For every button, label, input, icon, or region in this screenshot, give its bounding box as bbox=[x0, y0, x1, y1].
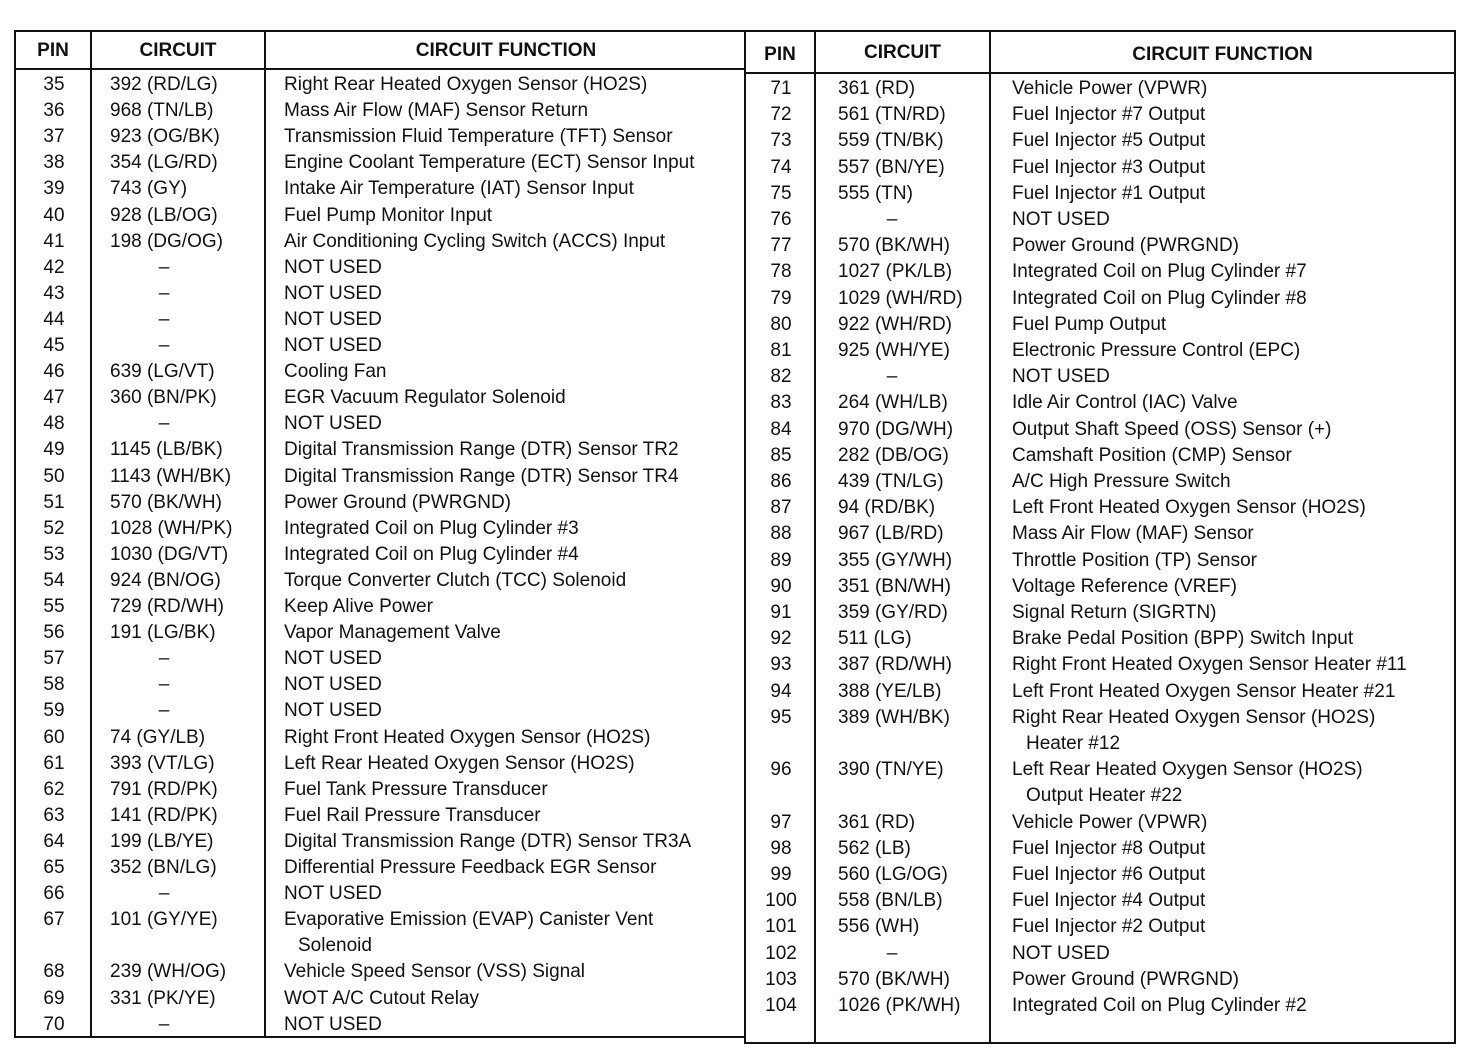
circuit-function: Fuel Pump Monitor Input bbox=[284, 204, 493, 226]
circuit-code: 141 (RD/PK) bbox=[110, 804, 218, 826]
circuit-code: 970 (DG/WH) bbox=[838, 418, 954, 440]
circuit-function: Transmission Fluid Temperature (TFT) Sensor bbox=[284, 126, 673, 148]
circuit-code: 390 (TN/YE) bbox=[838, 759, 944, 781]
pin-number: 81 bbox=[770, 340, 792, 361]
pin-number: 94 bbox=[770, 680, 792, 702]
circuit-code: 561 (TN/RD) bbox=[838, 104, 946, 126]
circuit-code: 1026 (PK/WH) bbox=[838, 995, 961, 1016]
circuit-code: – bbox=[886, 942, 898, 964]
pin-number: 36 bbox=[43, 100, 65, 122]
circuit-code: 94 (RD/BK) bbox=[838, 497, 936, 519]
header-circuit: CIRCUIT bbox=[139, 40, 217, 61]
circuit-function: Vehicle Speed Sensor (VSS) Signal bbox=[284, 961, 586, 983]
pin-number: 44 bbox=[43, 308, 65, 330]
circuit-function: Right Front Heated Oxygen Sensor Heater #11 bbox=[1012, 654, 1407, 676]
circuit-code: 570 (BK/WH) bbox=[110, 491, 222, 513]
circuit-code: 928 (LB/OG) bbox=[110, 204, 218, 226]
pin-number: 49 bbox=[43, 439, 65, 461]
circuit-function: WOT A/C Cutout Relay bbox=[284, 987, 479, 1009]
circuit-code: – bbox=[158, 413, 170, 435]
circuit-function: Mass Air Flow (MAF) Sensor bbox=[1012, 523, 1254, 545]
circuit-function: Mass Air Flow (MAF) Sensor Return bbox=[284, 100, 589, 122]
circuit-function: Differential Pressure Feedback EGR Sensor bbox=[284, 857, 657, 878]
circuit-function: Signal Return (SIGRTN) bbox=[1012, 602, 1217, 623]
pin-number: 63 bbox=[43, 804, 65, 826]
circuit-code: 1028 (WH/PK) bbox=[110, 517, 233, 539]
circuit-code: 439 (TN/LG) bbox=[838, 471, 944, 492]
circuit-function: Integrated Coil on Plug Cylinder #7 bbox=[1012, 261, 1307, 283]
pin-number: 65 bbox=[43, 857, 65, 878]
pin-number: 103 bbox=[765, 968, 797, 990]
circuit-function: NOT USED bbox=[284, 700, 382, 722]
circuit-function: NOT USED bbox=[1012, 942, 1110, 964]
pin-number: 98 bbox=[770, 837, 792, 859]
pin-number: 41 bbox=[43, 230, 65, 252]
circuit-code: 743 (GY) bbox=[110, 178, 188, 200]
pin-number: 87 bbox=[770, 497, 792, 519]
circuit-function: Voltage Reference (VREF) bbox=[1012, 575, 1237, 597]
circuit-function: Electronic Pressure Control (EPC) bbox=[1012, 340, 1301, 361]
circuit-function: Power Ground (PWRGND) bbox=[1012, 235, 1239, 257]
circuit-code: 74 (GY/LB) bbox=[110, 726, 206, 748]
pin-number: 78 bbox=[770, 261, 792, 283]
circuit-code: 555 (TN) bbox=[838, 182, 913, 204]
circuit-code: 1029 (WH/RD) bbox=[838, 287, 963, 309]
circuit-function: Integrated Coil on Plug Cylinder #4 bbox=[284, 543, 579, 565]
circuit-code: 791 (RD/PK) bbox=[110, 778, 218, 800]
circuit-code: 558 (BN/LB) bbox=[838, 890, 943, 912]
pin-number: 38 bbox=[43, 152, 65, 174]
circuit-code: 557 (BN/YE) bbox=[838, 156, 945, 178]
circuit-function: Left Rear Heated Oxygen Sensor (HO2S) bbox=[1012, 759, 1363, 781]
circuit-function: Digital Transmission Range (DTR) Sensor TR3A bbox=[284, 830, 692, 852]
circuit-function: Digital Transmission Range (DTR) Sensor TR4 bbox=[284, 465, 679, 487]
circuit-function: Left Front Heated Oxygen Sensor Heater #21 bbox=[1012, 680, 1396, 702]
pin-number: 60 bbox=[43, 726, 65, 748]
pin-number: 48 bbox=[43, 413, 65, 435]
pin-number: 91 bbox=[770, 602, 792, 623]
circuit-function: Fuel Injector #8 Output bbox=[1012, 837, 1206, 859]
circuit-function: Output Shaft Speed (OSS) Sensor (+) bbox=[1012, 418, 1332, 440]
header-circuit-function: CIRCUIT FUNCTION bbox=[415, 40, 597, 61]
circuit-function: NOT USED bbox=[284, 256, 382, 278]
circuit-code: – bbox=[886, 366, 898, 388]
pin-number: 66 bbox=[43, 883, 65, 905]
pin-number: 43 bbox=[43, 282, 65, 304]
pin-number: 88 bbox=[770, 523, 792, 545]
circuit-function: Cooling Fan bbox=[284, 361, 387, 383]
pin-table-right bbox=[744, 30, 1456, 1044]
circuit-function: Integrated Coil on Plug Cylinder #3 bbox=[284, 517, 579, 539]
pin-number: 83 bbox=[770, 392, 792, 414]
circuit-code: – bbox=[158, 335, 170, 356]
circuit-code: 392 (RD/LG) bbox=[110, 74, 218, 95]
pin-number: 58 bbox=[43, 674, 65, 696]
circuit-function: NOT USED bbox=[284, 282, 382, 304]
pin-number: 57 bbox=[43, 648, 65, 670]
pin-number: 104 bbox=[765, 995, 797, 1016]
circuit-function: Integrated Coil on Plug Cylinder #2 bbox=[1012, 995, 1307, 1016]
pin-number: 73 bbox=[770, 130, 792, 152]
circuit-function: NOT USED bbox=[284, 648, 382, 670]
header-circuit-function: CIRCUIT FUNCTION bbox=[1132, 44, 1313, 65]
circuit-code: 729 (RD/WH) bbox=[110, 596, 225, 617]
circuit-function: NOT USED bbox=[284, 674, 382, 696]
circuit-code: 923 (OG/BK) bbox=[110, 126, 220, 148]
pin-number: 46 bbox=[43, 361, 65, 383]
pin-number: 85 bbox=[770, 444, 792, 466]
circuit-function: Integrated Coil on Plug Cylinder #8 bbox=[1012, 287, 1307, 309]
circuit-function: Fuel Injector #4 Output bbox=[1012, 890, 1206, 912]
circuit-code: 361 (RD) bbox=[838, 811, 916, 833]
circuit-function: Fuel Rail Pressure Transducer bbox=[284, 804, 541, 826]
circuit-code: 101 (GY/YE) bbox=[110, 909, 218, 931]
circuit-code: 360 (BN/PK) bbox=[110, 387, 217, 409]
circuit-function: NOT USED bbox=[284, 883, 382, 905]
circuit-function: Throttle Position (TP) Sensor bbox=[1012, 549, 1257, 571]
circuit-code: 1027 (PK/LB) bbox=[838, 261, 953, 283]
pin-number: 69 bbox=[43, 987, 65, 1009]
circuit-function: Evaporative Emission (EVAP) Canister Vent bbox=[284, 909, 654, 931]
circuit-code: 361 (RD) bbox=[838, 78, 916, 99]
pin-number: 102 bbox=[765, 942, 797, 964]
circuit-code: 562 (LB) bbox=[838, 837, 911, 859]
circuit-code: – bbox=[158, 700, 170, 722]
circuit-function: Right Rear Heated Oxygen Sensor (HO2S) bbox=[1012, 706, 1376, 728]
circuit-code: 924 (BN/OG) bbox=[110, 569, 221, 591]
circuit-code: 639 (LG/VT) bbox=[110, 361, 215, 383]
circuit-code: 264 (WH/LB) bbox=[838, 392, 948, 414]
pin-number: 39 bbox=[43, 178, 65, 200]
circuit-function: NOT USED bbox=[284, 1013, 382, 1035]
circuit-code: 354 (LG/RD) bbox=[110, 152, 218, 174]
circuit-code: 198 (DG/OG) bbox=[110, 230, 223, 252]
circuit-function: Air Conditioning Cycling Switch (ACCS) Input bbox=[284, 230, 666, 252]
circuit-function: Torque Converter Clutch (TCC) Solenoid bbox=[284, 569, 627, 591]
circuit-function: NOT USED bbox=[1012, 366, 1110, 388]
pin-number: 72 bbox=[770, 104, 792, 126]
circuit-code: 570 (BK/WH) bbox=[838, 968, 950, 990]
circuit-code: 511 (LG) bbox=[838, 628, 912, 650]
pin-number: 35 bbox=[43, 74, 65, 95]
circuit-function: NOT USED bbox=[284, 413, 382, 435]
circuit-function: Fuel Injector #3 Output bbox=[1012, 156, 1206, 178]
header-pin: PIN bbox=[764, 44, 796, 65]
circuit-function: Brake Pedal Position (BPP) Switch Input bbox=[1012, 628, 1354, 650]
circuit-code: 570 (BK/WH) bbox=[838, 235, 950, 257]
pin-number: 101 bbox=[765, 916, 797, 938]
pin-number: 82 bbox=[770, 366, 792, 388]
pin-number: 92 bbox=[770, 628, 792, 650]
circuit-code: 282 (DB/OG) bbox=[838, 444, 949, 466]
circuit-code: 556 (WH) bbox=[838, 916, 920, 938]
circuit-code: 1030 (DG/VT) bbox=[110, 543, 229, 565]
header-circuit: CIRCUIT bbox=[863, 42, 942, 63]
circuit-function: Fuel Injector #5 Output bbox=[1012, 130, 1206, 152]
circuit-function: Intake Air Temperature (IAT) Sensor Input bbox=[284, 178, 634, 200]
circuit-function: Fuel Injector #6 Output bbox=[1012, 864, 1206, 885]
circuit-code: – bbox=[158, 308, 170, 330]
circuit-code: 199 (LB/YE) bbox=[110, 830, 214, 852]
circuit-code: 1143 (WH/BK) bbox=[110, 465, 232, 487]
circuit-code: 559 (TN/BK) bbox=[838, 130, 944, 152]
pin-number: 52 bbox=[43, 517, 65, 539]
circuit-function: Camshaft Position (CMP) Sensor bbox=[1012, 444, 1292, 466]
circuit-function-continued: Heater #12 bbox=[1026, 733, 1121, 754]
circuit-function: Power Ground (PWRGND) bbox=[284, 491, 511, 513]
circuit-function: Digital Transmission Range (DTR) Sensor TR2 bbox=[284, 439, 679, 461]
circuit-code: – bbox=[158, 1013, 170, 1035]
pin-number: 37 bbox=[43, 126, 65, 148]
circuit-function: Vehicle Power (VPWR) bbox=[1012, 811, 1208, 833]
column-divider bbox=[264, 32, 266, 1036]
pin-number: 100 bbox=[765, 890, 797, 912]
pin-number: 45 bbox=[43, 335, 65, 356]
circuit-code: 355 (GY/WH) bbox=[838, 549, 953, 571]
circuit-code: – bbox=[158, 883, 170, 905]
pin-number: 40 bbox=[43, 204, 65, 226]
circuit-function: Idle Air Control (IAC) Valve bbox=[1012, 392, 1238, 414]
pin-number: 75 bbox=[770, 182, 792, 204]
pin-number: 47 bbox=[43, 387, 65, 409]
circuit-code: 352 (BN/LG) bbox=[110, 857, 217, 878]
pin-number: 71 bbox=[770, 78, 792, 99]
circuit-code: 922 (WH/RD) bbox=[838, 313, 953, 335]
pin-number: 80 bbox=[770, 313, 792, 335]
circuit-code: 925 (WH/YE) bbox=[838, 340, 950, 361]
circuit-function: NOT USED bbox=[1012, 209, 1110, 230]
circuit-function: Fuel Injector #7 Output bbox=[1012, 104, 1206, 126]
circuit-code: 359 (GY/RD) bbox=[838, 602, 948, 623]
pin-number: 79 bbox=[770, 287, 792, 309]
column-divider bbox=[989, 32, 991, 1042]
pin-number: 56 bbox=[43, 622, 65, 644]
circuit-code: – bbox=[158, 282, 170, 304]
pin-number: 76 bbox=[770, 209, 792, 230]
circuit-code: – bbox=[886, 209, 898, 230]
circuit-function: Right Rear Heated Oxygen Sensor (HO2S) bbox=[284, 74, 648, 95]
circuit-code: 389 (WH/BK) bbox=[838, 706, 950, 728]
pin-number: 55 bbox=[43, 596, 65, 617]
pin-number: 54 bbox=[43, 569, 65, 591]
circuit-function: Power Ground (PWRGND) bbox=[1012, 968, 1239, 990]
circuit-function-continued: Solenoid bbox=[298, 935, 372, 957]
circuit-code: – bbox=[158, 256, 170, 278]
pin-number: 53 bbox=[43, 543, 65, 565]
circuit-code: – bbox=[158, 648, 170, 670]
circuit-function: Fuel Pump Output bbox=[1012, 313, 1167, 335]
pin-number: 51 bbox=[43, 491, 65, 513]
pin-number: 95 bbox=[770, 706, 792, 728]
circuit-code: 968 (TN/LB) bbox=[110, 100, 214, 122]
pin-number: 61 bbox=[43, 752, 65, 774]
circuit-code: 388 (YE/LB) bbox=[838, 680, 942, 702]
pin-number: 96 bbox=[770, 759, 792, 781]
circuit-code: – bbox=[158, 674, 170, 696]
pin-number: 42 bbox=[43, 256, 65, 278]
circuit-function: Vehicle Power (VPWR) bbox=[1012, 78, 1208, 99]
circuit-function: Fuel Tank Pressure Transducer bbox=[284, 778, 548, 800]
circuit-function: Engine Coolant Temperature (ECT) Sensor Input bbox=[284, 152, 695, 174]
circuit-function: EGR Vacuum Regulator Solenoid bbox=[284, 387, 566, 409]
circuit-code: 1145 (LB/BK) bbox=[110, 439, 223, 461]
pin-number: 93 bbox=[770, 654, 792, 676]
pin-number: 67 bbox=[43, 909, 65, 931]
pin-number: 90 bbox=[770, 575, 792, 597]
circuit-function: Right Front Heated Oxygen Sensor (HO2S) bbox=[284, 726, 651, 748]
circuit-function: NOT USED bbox=[284, 308, 382, 330]
circuit-function: Vapor Management Valve bbox=[284, 622, 501, 644]
circuit-function: Fuel Injector #1 Output bbox=[1012, 182, 1206, 204]
pin-number: 84 bbox=[770, 418, 792, 440]
pin-number: 97 bbox=[770, 811, 792, 833]
circuit-code: 351 (BN/WH) bbox=[838, 575, 951, 597]
pin-table-left bbox=[14, 30, 746, 1038]
pin-number: 74 bbox=[770, 156, 792, 178]
circuit-code: 191 (LG/BK) bbox=[110, 622, 216, 644]
circuit-function: Fuel Injector #2 Output bbox=[1012, 916, 1206, 938]
circuit-function-continued: Output Heater #22 bbox=[1026, 785, 1183, 807]
pin-number: 77 bbox=[770, 235, 792, 257]
circuit-code: 560 (LG/OG) bbox=[838, 864, 948, 885]
circuit-function: NOT USED bbox=[284, 335, 382, 356]
pin-number: 68 bbox=[43, 961, 65, 983]
pin-number: 99 bbox=[770, 864, 792, 885]
circuit-function: Keep Alive Power bbox=[284, 596, 433, 617]
circuit-code: 331 (PK/YE) bbox=[110, 987, 216, 1009]
pin-number: 89 bbox=[770, 549, 792, 571]
circuit-function: Left Rear Heated Oxygen Sensor (HO2S) bbox=[284, 752, 635, 774]
pin-number: 62 bbox=[43, 778, 65, 800]
circuit-code: 239 (WH/OG) bbox=[110, 961, 227, 983]
pin-number: 70 bbox=[43, 1013, 65, 1035]
pin-number: 64 bbox=[43, 830, 65, 852]
circuit-code: 393 (VT/LG) bbox=[110, 752, 215, 774]
header-pin: PIN bbox=[37, 40, 69, 61]
pin-number: 50 bbox=[43, 465, 65, 487]
pin-number: 59 bbox=[43, 700, 65, 722]
circuit-code: 967 (LB/RD) bbox=[838, 523, 944, 545]
circuit-function: Left Front Heated Oxygen Sensor (HO2S) bbox=[1012, 497, 1366, 519]
circuit-code: 387 (RD/WH) bbox=[838, 654, 953, 676]
pin-number: 86 bbox=[770, 471, 792, 492]
circuit-function: A/C High Pressure Switch bbox=[1012, 471, 1231, 492]
